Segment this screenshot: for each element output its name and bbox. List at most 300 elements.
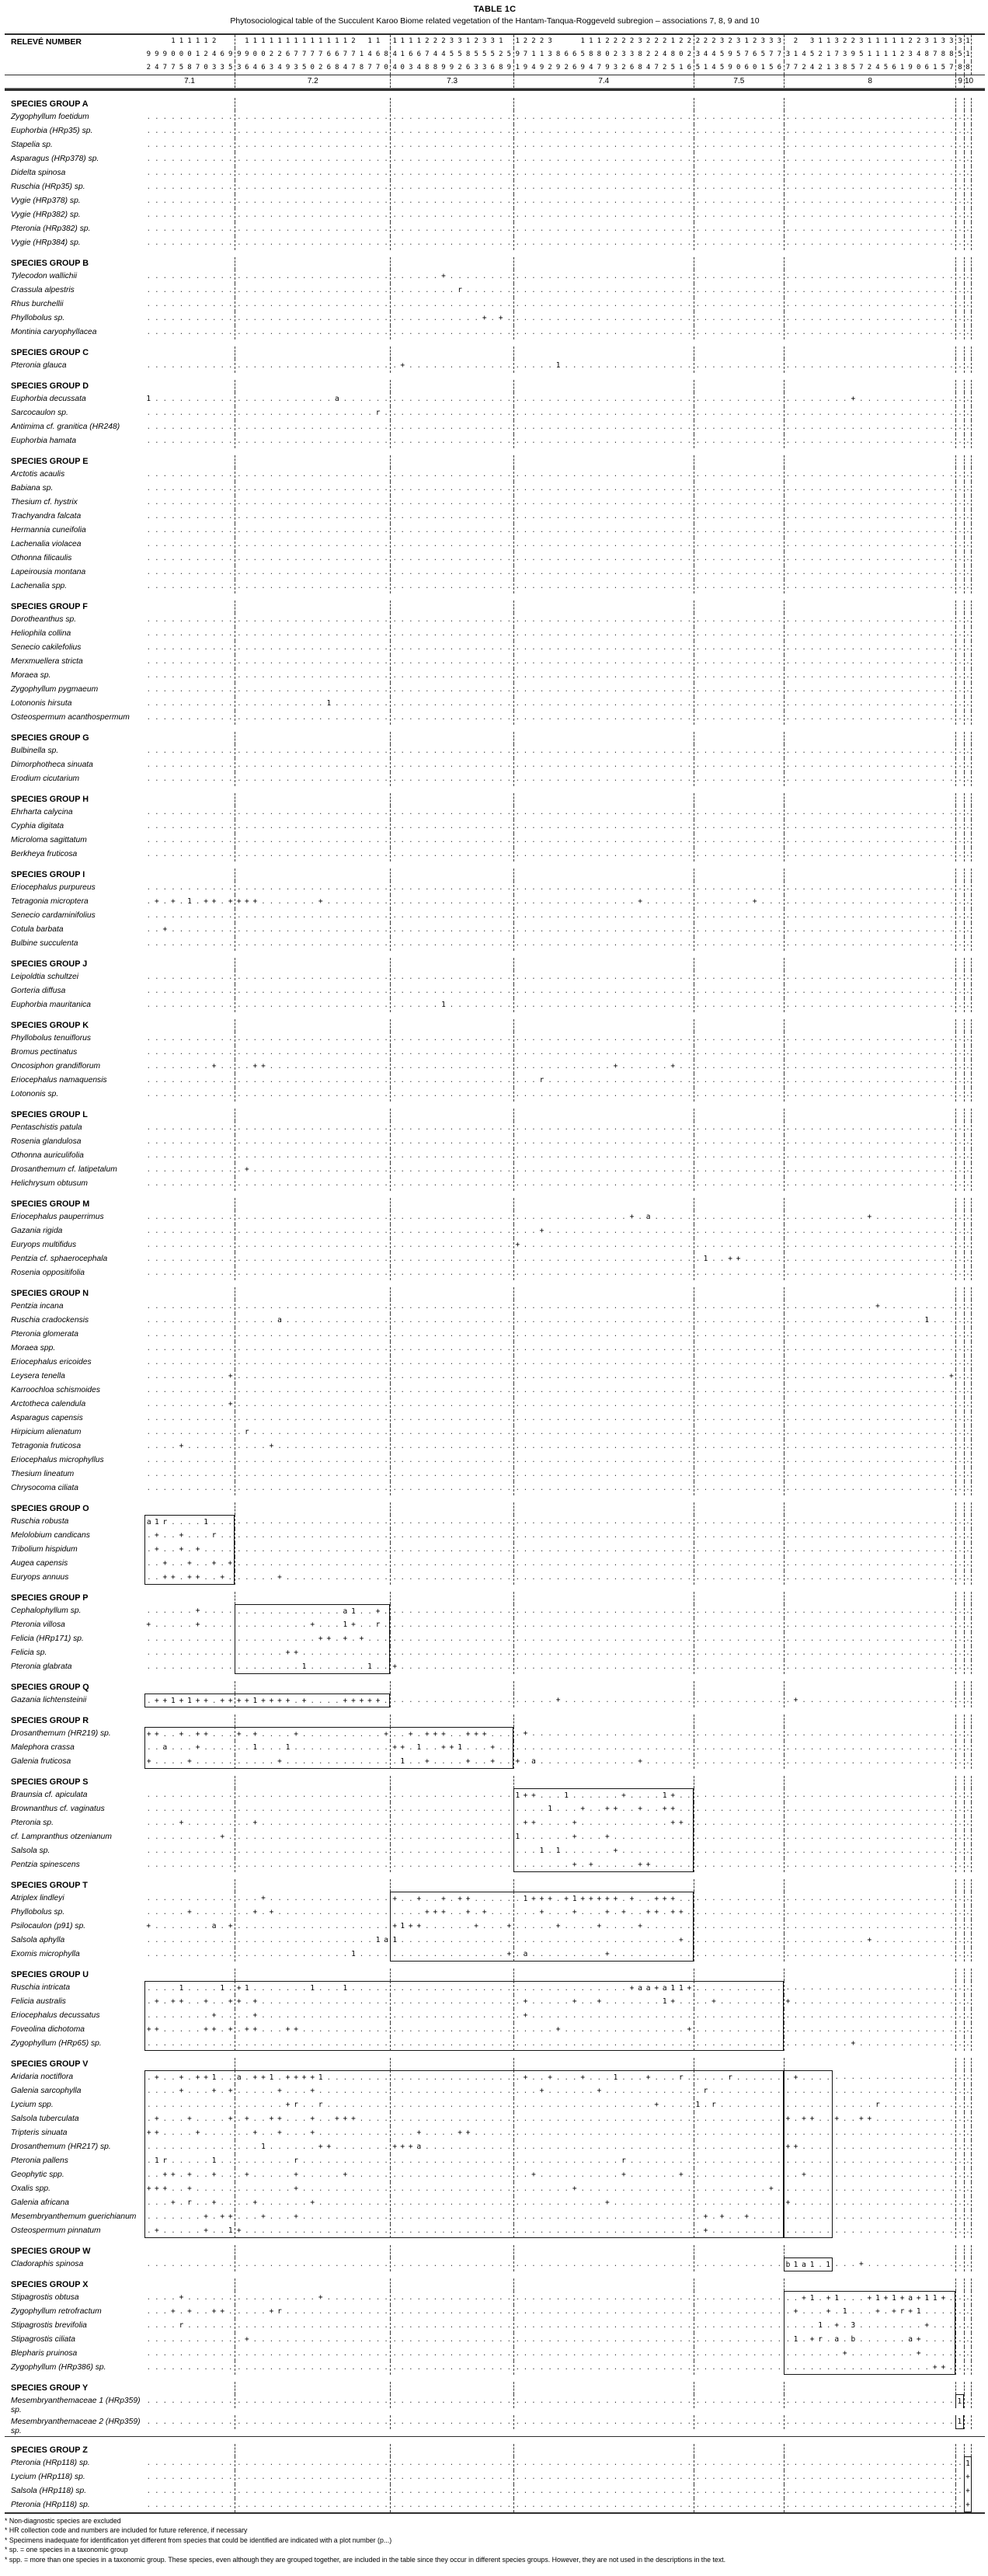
data-cell: . — [285, 197, 290, 205]
data-cell — [521, 257, 530, 270]
data-cell: . — [955, 166, 964, 180]
data-cell: . — [719, 686, 725, 694]
data-cell: . — [162, 583, 168, 590]
data-cell: . — [769, 569, 774, 576]
data-cell: . — [908, 672, 913, 680]
data-cell: . — [351, 239, 356, 247]
data-cell: . — [834, 287, 839, 294]
data-cell — [964, 346, 972, 359]
data-cell: . — [416, 630, 422, 638]
data-cell: . — [359, 273, 364, 280]
species-row — [5, 152, 985, 166]
data-cell: . — [416, 301, 422, 308]
data-cell: . — [711, 141, 716, 149]
data-cell: . — [802, 239, 806, 247]
data-cell: . — [499, 395, 503, 403]
data-cell: . — [441, 630, 446, 638]
data-cell: . — [548, 362, 552, 370]
data-cell: . — [899, 714, 905, 722]
data-cell — [308, 380, 317, 392]
data-cell: . — [784, 496, 792, 510]
data-cell: . — [523, 409, 528, 417]
data-cell: . — [294, 583, 298, 590]
data-cell: . — [400, 644, 405, 652]
releve-digit-cell: 4 — [916, 50, 921, 58]
data-cell: . — [916, 583, 921, 590]
data-cell: . — [654, 616, 659, 624]
releve-digit-cell: 2 — [867, 64, 872, 71]
data-cell: . — [736, 616, 741, 624]
data-cell: . — [301, 301, 307, 308]
data-cell: . — [711, 644, 716, 652]
data-cell — [620, 380, 628, 392]
data-cell: . — [301, 183, 307, 191]
data-cell: . — [572, 616, 577, 624]
species-group-header — [5, 380, 985, 392]
data-cell: . — [359, 616, 364, 624]
data-cell: . — [843, 409, 847, 417]
data-cell — [415, 732, 423, 744]
data-cell: . — [613, 630, 618, 638]
data-cell: . — [457, 301, 462, 308]
data-cell — [153, 455, 162, 468]
data-cell — [350, 346, 358, 359]
data-cell — [743, 257, 751, 270]
data-cell: . — [261, 700, 266, 708]
data-cell: . — [162, 658, 168, 666]
data-cell: . — [204, 616, 208, 624]
data-cell: . — [457, 183, 462, 191]
data-cell: . — [613, 686, 618, 694]
data-cell: . — [867, 747, 872, 755]
releve-digit-cell: 5 — [851, 64, 856, 71]
data-cell: . — [949, 423, 954, 431]
data-cell — [562, 98, 571, 110]
data-cell: . — [187, 555, 192, 562]
data-cell: . — [818, 225, 823, 233]
data-cell: . — [390, 566, 398, 580]
data-cell: . — [513, 627, 522, 641]
data-cell: . — [390, 627, 398, 641]
data-cell: . — [228, 197, 233, 205]
data-cell: . — [613, 714, 618, 722]
data-cell: . — [924, 714, 929, 722]
data-cell: . — [367, 616, 372, 624]
releve-digit-cell: 7 — [859, 64, 864, 71]
data-cell: . — [220, 686, 224, 694]
data-cell — [267, 600, 276, 613]
data-cell: . — [760, 287, 765, 294]
data-cell: . — [409, 686, 413, 694]
data-cell: . — [728, 658, 732, 666]
data-cell: . — [539, 485, 544, 493]
data-cell: . — [343, 747, 348, 755]
releve-digit-cell: 2 — [654, 50, 659, 58]
data-cell: . — [465, 423, 471, 431]
data-cell — [316, 732, 325, 744]
data-cell: . — [539, 437, 544, 445]
data-cell: . — [645, 437, 651, 445]
data-cell: . — [146, 315, 151, 322]
releve-digit-cell: 4 — [711, 64, 716, 71]
data-cell: . — [899, 541, 905, 548]
data-cell: . — [335, 672, 339, 680]
data-cell: . — [613, 127, 618, 135]
data-cell: . — [294, 700, 298, 708]
data-cell: . — [228, 672, 233, 680]
data-cell: . — [335, 113, 339, 121]
data-cell: . — [908, 239, 913, 247]
data-cell: . — [351, 541, 356, 548]
data-cell: . — [261, 555, 266, 562]
data-cell: . — [719, 700, 725, 708]
data-cell: . — [474, 700, 478, 708]
data-cell: . — [564, 301, 569, 308]
data-cell: . — [228, 409, 233, 417]
data-cell: . — [564, 211, 569, 219]
data-cell — [513, 257, 522, 270]
data-cell: . — [629, 499, 635, 506]
data-cell: . — [384, 499, 388, 506]
data-cell: . — [310, 409, 315, 417]
releve-digit-cell: 5 — [482, 50, 487, 58]
data-cell — [554, 600, 562, 613]
data-cell: . — [490, 301, 495, 308]
data-cell: . — [613, 672, 618, 680]
data-cell: . — [613, 541, 618, 548]
data-cell: . — [294, 225, 298, 233]
data-cell: . — [539, 555, 544, 562]
data-cell: . — [187, 747, 192, 755]
data-cell: . — [318, 183, 323, 191]
data-cell: . — [719, 362, 725, 370]
releve-digit-cell — [235, 35, 243, 48]
data-cell: . — [645, 127, 651, 135]
data-cell — [325, 346, 333, 359]
data-cell — [415, 98, 423, 110]
data-cell — [660, 600, 669, 613]
data-cell: . — [851, 113, 856, 121]
data-cell: . — [269, 485, 274, 493]
data-cell — [423, 380, 432, 392]
data-cell: . — [513, 124, 522, 138]
data-cell: . — [375, 686, 381, 694]
data-cell: . — [818, 499, 823, 506]
data-cell: . — [711, 395, 716, 403]
data-cell: . — [548, 686, 552, 694]
species-row — [5, 359, 985, 373]
data-cell: . — [433, 437, 438, 445]
releve-digit-cell: 5 — [941, 64, 946, 71]
data-cell: . — [654, 686, 659, 694]
data-cell — [964, 600, 972, 613]
data-cell — [456, 600, 464, 613]
releve-digit-cell: 1 — [343, 37, 348, 45]
data-cell: . — [867, 658, 872, 666]
data-cell: . — [318, 747, 323, 755]
data-cell — [464, 600, 472, 613]
data-cell: . — [875, 211, 880, 219]
data-cell: . — [367, 409, 372, 417]
data-cell: . — [359, 183, 364, 191]
data-cell: . — [703, 513, 708, 520]
releve-digit-cell: 8 — [941, 50, 946, 58]
data-cell: . — [924, 155, 929, 163]
data-cell: . — [955, 627, 964, 641]
data-cell: . — [892, 555, 896, 562]
data-cell: . — [187, 616, 192, 624]
data-cell: . — [605, 485, 610, 493]
data-cell: . — [343, 527, 348, 534]
species-row — [5, 166, 985, 180]
data-cell: . — [506, 273, 512, 280]
releve-digit-cell: 2 — [539, 37, 544, 45]
data-cell: . — [269, 301, 274, 308]
data-cell: . — [818, 197, 823, 205]
data-cell: . — [736, 569, 741, 576]
releve-digit-cell: 9 — [235, 48, 243, 61]
data-cell: . — [506, 569, 512, 576]
data-cell: . — [883, 183, 889, 191]
data-cell: . — [425, 644, 430, 652]
releve-digit-cell: 1 — [892, 37, 896, 45]
data-cell — [243, 98, 252, 110]
data-cell: . — [252, 686, 258, 694]
data-cell — [824, 346, 833, 359]
data-cell: . — [482, 555, 487, 562]
releve-digit-cell: 1 — [899, 37, 905, 45]
data-cell: . — [482, 714, 487, 722]
data-cell: . — [409, 527, 413, 534]
data-cell — [308, 98, 317, 110]
data-cell — [505, 98, 513, 110]
data-cell: . — [187, 658, 192, 666]
data-cell: . — [146, 686, 151, 694]
data-cell — [316, 257, 325, 270]
data-cell — [161, 732, 169, 744]
data-cell: . — [843, 315, 847, 322]
data-cell — [791, 257, 800, 270]
data-cell: . — [719, 541, 725, 548]
data-cell: . — [523, 329, 528, 336]
data-cell — [300, 346, 308, 359]
data-cell: . — [211, 485, 217, 493]
data-cell — [292, 346, 301, 359]
data-cell — [824, 257, 833, 270]
data-cell — [333, 600, 342, 613]
data-cell: . — [343, 541, 348, 548]
data-cell — [341, 600, 350, 613]
data-cell — [489, 346, 497, 359]
data-cell: . — [875, 485, 880, 493]
data-cell — [382, 455, 391, 468]
data-cell: . — [433, 672, 438, 680]
data-cell: . — [335, 644, 339, 652]
data-cell: . — [211, 555, 217, 562]
data-cell: . — [654, 485, 659, 493]
data-cell: . — [851, 569, 856, 576]
data-cell: . — [367, 569, 372, 576]
data-cell: . — [784, 284, 792, 298]
data-cell: . — [728, 301, 732, 308]
data-cell: . — [220, 672, 224, 680]
data-cell: . — [367, 485, 372, 493]
data-cell — [914, 732, 923, 744]
data-cell: . — [719, 672, 725, 680]
data-cell: . — [531, 113, 536, 121]
data-cell: . — [654, 127, 659, 135]
data-cell: . — [416, 686, 422, 694]
data-cell: . — [465, 658, 471, 666]
data-cell: . — [441, 583, 446, 590]
data-cell: . — [513, 312, 522, 325]
data-cell — [882, 380, 890, 392]
data-cell: . — [499, 499, 503, 506]
data-cell: . — [187, 169, 192, 177]
data-cell — [759, 98, 767, 110]
data-cell: . — [834, 239, 839, 247]
data-cell — [775, 257, 784, 270]
data-cell: . — [235, 110, 243, 124]
data-cell: . — [211, 630, 217, 638]
data-cell: . — [228, 423, 233, 431]
releve-digit-cell: 2 — [711, 37, 716, 45]
data-cell: . — [146, 714, 151, 722]
data-cell: . — [359, 630, 364, 638]
data-cell: . — [719, 409, 725, 417]
data-cell: . — [416, 569, 422, 576]
data-cell: . — [351, 395, 356, 403]
data-cell: . — [252, 541, 258, 548]
data-cell: . — [252, 513, 258, 520]
data-cell: . — [384, 485, 388, 493]
data-cell — [660, 380, 669, 392]
data-cell: . — [269, 555, 274, 562]
data-cell: . — [809, 155, 815, 163]
data-cell: . — [245, 211, 249, 219]
releve-digit-cell: 2 — [548, 64, 552, 71]
releve-digit-cell — [800, 35, 809, 48]
data-cell: . — [335, 569, 339, 576]
data-cell — [898, 98, 906, 110]
data-cell: . — [875, 239, 880, 247]
data-cell: . — [883, 362, 889, 370]
data-cell: . — [711, 630, 716, 638]
data-cell: . — [269, 471, 274, 479]
data-cell — [636, 600, 645, 613]
releve-digit-cell: 7 — [367, 64, 372, 71]
data-cell: . — [670, 183, 675, 191]
data-cell: . — [875, 141, 880, 149]
data-cell: . — [589, 700, 593, 708]
data-cell — [144, 380, 153, 392]
association-label: 9 — [955, 75, 964, 88]
data-cell: . — [933, 499, 938, 506]
data-cell: . — [793, 239, 798, 247]
data-cell — [350, 732, 358, 744]
releve-digit-cell: 4 — [703, 50, 708, 58]
data-cell: . — [597, 747, 602, 755]
releve-digit-cell: 1 — [301, 37, 307, 45]
data-cell: . — [744, 616, 749, 624]
data-cell — [161, 257, 169, 270]
data-cell: . — [531, 616, 536, 624]
data-cell: . — [318, 630, 323, 638]
data-cell: . — [277, 761, 282, 769]
data-cell — [849, 346, 858, 359]
data-cell: . — [548, 714, 552, 722]
releve-digit-cell: 2 — [843, 37, 847, 45]
data-cell: . — [252, 127, 258, 135]
data-cell: . — [523, 239, 528, 247]
data-cell: . — [784, 298, 792, 312]
data-cell: . — [171, 155, 176, 163]
data-cell: . — [802, 583, 806, 590]
data-cell: . — [605, 329, 610, 336]
data-cell — [858, 732, 866, 744]
data-cell — [840, 98, 849, 110]
data-cell: . — [941, 555, 946, 562]
data-cell: . — [883, 273, 889, 280]
data-cell: . — [433, 527, 438, 534]
data-cell: . — [179, 211, 184, 219]
data-cell: . — [916, 527, 921, 534]
data-cell: . — [826, 555, 831, 562]
data-cell: . — [359, 485, 364, 493]
species-row — [5, 420, 985, 434]
data-cell: . — [753, 141, 757, 149]
data-cell — [350, 455, 358, 468]
data-cell: . — [629, 211, 635, 219]
data-cell: . — [679, 315, 684, 322]
data-cell: . — [416, 183, 422, 191]
data-cell: . — [784, 538, 792, 552]
data-cell: . — [179, 301, 184, 308]
data-cell: . — [769, 485, 774, 493]
data-cell: . — [572, 714, 577, 722]
data-cell: . — [826, 630, 831, 638]
data-cell: . — [572, 499, 577, 506]
data-cell: . — [449, 155, 454, 163]
data-cell: . — [826, 197, 831, 205]
data-cell: . — [162, 239, 168, 247]
data-cell — [218, 346, 227, 359]
data-cell: . — [318, 329, 323, 336]
data-cell — [620, 98, 628, 110]
data-cell: . — [744, 714, 749, 722]
releve-digit-cell: 9 — [245, 50, 249, 58]
data-cell — [562, 732, 571, 744]
data-cell: . — [531, 169, 536, 177]
releve-digit-cell: 6 — [629, 64, 635, 71]
data-cell: . — [694, 697, 702, 711]
data-cell: . — [261, 197, 266, 205]
data-cell — [193, 346, 202, 359]
data-cell: . — [375, 273, 381, 280]
data-cell — [144, 346, 153, 359]
data-cell: . — [513, 613, 522, 627]
data-cell: . — [294, 761, 298, 769]
data-cell — [784, 455, 792, 468]
data-cell: . — [883, 700, 889, 708]
data-cell: . — [490, 409, 495, 417]
data-cell: . — [474, 747, 478, 755]
data-cell: . — [204, 569, 208, 576]
data-cell: . — [955, 124, 964, 138]
data-cell: . — [679, 471, 684, 479]
releve-digit-cell: 1 — [195, 37, 200, 45]
data-cell: . — [597, 127, 602, 135]
